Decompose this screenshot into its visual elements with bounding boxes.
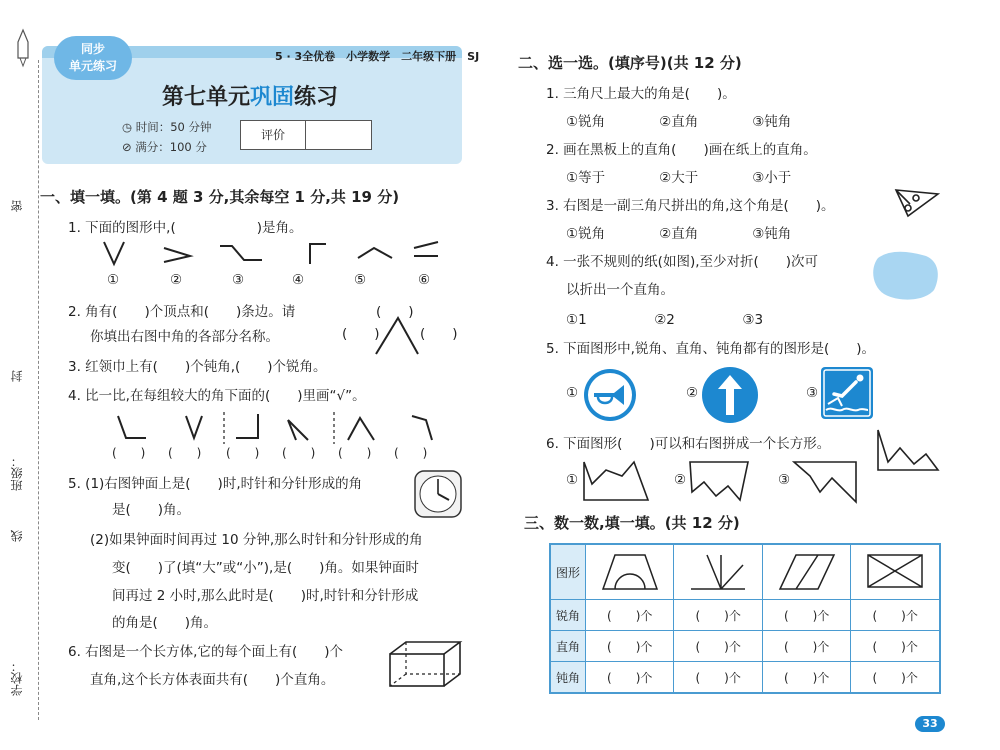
- count-table: [549, 543, 941, 694]
- q2-5-label-2: ②: [686, 385, 699, 401]
- table-row: [550, 662, 940, 694]
- badge-line-1: 同步: [80, 42, 105, 56]
- fig-label-4: ④: [292, 272, 305, 288]
- diving-sign-icon: [820, 366, 874, 420]
- q2-4-text-b: 以折出一个直角。: [566, 282, 674, 298]
- q1-5-text-a: 5. (1)右图钟面上是( )时,时针和分针形成的角: [68, 476, 363, 492]
- table-row: [550, 600, 940, 631]
- fig-label-6: ⑥: [418, 272, 431, 288]
- full-score: ⊘ 满分：100 分: [122, 140, 207, 154]
- right-count-cell-4[interactable]: ( )个: [851, 631, 940, 662]
- obtuse-count-cell-1[interactable]: ( )个: [586, 662, 674, 694]
- binding-mi-label: 密: [10, 200, 24, 212]
- title-highlight: 巩固: [250, 85, 295, 110]
- figure-2-shape: [164, 248, 190, 262]
- puzzle-shape-figure: [874, 426, 942, 474]
- figure-4-shape: [310, 244, 326, 264]
- acute-count-cell-4[interactable]: ( )个: [851, 600, 940, 631]
- evaluation-field[interactable]: [306, 121, 371, 149]
- q2-1-text: 1. 三角尺上最大的角是( )。: [546, 86, 736, 102]
- figure-1-shape: [104, 242, 124, 264]
- q1-2-text-b: 你填出右图中角的各部分名称。: [90, 329, 279, 345]
- row-label-obtuse: 钝角: [550, 662, 586, 694]
- q1-5-text-f: 的角是( )角。: [112, 615, 218, 631]
- time-limit: ◷ 时间：50 分钟: [122, 120, 212, 134]
- arrow-up-sign-icon: [700, 365, 760, 425]
- fig-label-2: ②: [170, 272, 183, 288]
- q2-6-label-2: ②: [674, 472, 687, 488]
- q4-blank-2[interactable]: ( ): [168, 446, 202, 460]
- q1-4-figures: [112, 412, 462, 444]
- q2-4-text-a: 4. 一张不规则的纸(如图),至少对折( )次可: [546, 254, 819, 270]
- q2-2-options: ①等于 ②大于 ③小于: [566, 170, 792, 186]
- fig-label-5: ⑤: [354, 272, 367, 288]
- section-3-heading: 三、数一数,填一填。(共 12 分): [524, 514, 740, 532]
- q4-blank-4[interactable]: ( ): [282, 446, 316, 460]
- q2-1-options: ①锐角 ②直角 ③钝角: [566, 114, 792, 130]
- acute-count-cell-3[interactable]: ( )个: [762, 600, 850, 631]
- right-count-cell-3[interactable]: ( )个: [762, 631, 850, 662]
- q1-1-text: 1. 下面的图形中,( )是角。: [68, 220, 303, 236]
- q1-6-text-a: 6. 右图是一个长方体,它的每个面上有( )个: [68, 644, 343, 660]
- q4-blank-6[interactable]: ( ): [394, 446, 428, 460]
- acute-count-cell-2[interactable]: ( )个: [674, 600, 762, 631]
- q2-6-text: 6. 下面图形( )可以和右图拼成一个长方形。: [546, 436, 831, 452]
- badge-line-2: 单元练习: [68, 59, 117, 73]
- q2-6-label-1: ①: [566, 472, 579, 488]
- q2-3-text: 3. 右图是一副三角尺拼出的角,这个角是( )。: [546, 198, 835, 214]
- q1-4-text: 4. 比一比,在每组较大的角下面的( )里画“√”。: [68, 388, 366, 404]
- q2-6-label-3: ③: [778, 472, 791, 488]
- score-text: 满分：100 分: [135, 140, 207, 154]
- fig-label-1: ①: [107, 272, 120, 288]
- q4-blank-3[interactable]: ( ): [226, 446, 260, 460]
- rocket-icon: [16, 28, 30, 68]
- q4-blank-1[interactable]: ( ): [112, 446, 146, 460]
- q1-6-text-b: 直角,这个长方体表面共有( )个直角。: [90, 672, 335, 688]
- option-shape-1: [582, 456, 652, 506]
- q1-1-figures: [96, 238, 446, 268]
- q1-3-text: 3. 红领巾上有( )个钝角,( )个锐角。: [68, 359, 327, 375]
- sync-badge: [54, 36, 132, 80]
- obtuse-count-cell-2[interactable]: ( )个: [674, 662, 762, 694]
- cuboid-figure: [386, 638, 464, 690]
- title-part-1: 第七单元: [162, 85, 251, 110]
- q4-blank-5[interactable]: ( ): [338, 446, 372, 460]
- q2-2-text: 2. 画在黑板上的直角( )画在纸上的直角。: [546, 142, 817, 158]
- table-row: [550, 544, 940, 600]
- fig-label-3: ③: [232, 272, 245, 288]
- option-shape-3: [792, 458, 858, 506]
- row-label-figure: 图形: [550, 544, 586, 600]
- title-part-3: 练习: [294, 85, 339, 110]
- row-label-acute: 锐角: [550, 600, 586, 631]
- q2-3-options: ①锐角 ②直角 ③钝角: [566, 226, 792, 242]
- trapezoid-arch-figure: [599, 551, 661, 591]
- option-shape-2: [688, 456, 752, 506]
- q2-4-options: ①1 ②2 ③3: [566, 312, 764, 328]
- page-number: 33: [915, 716, 945, 732]
- side-blank-right[interactable]: ( ): [420, 326, 458, 342]
- table-figure-cell: [674, 544, 762, 600]
- figure-6-shape: [414, 242, 438, 256]
- q2-5-label-3: ③: [806, 385, 819, 401]
- figure-5-shape: [358, 248, 392, 258]
- binding-cut-line: [38, 60, 39, 720]
- evaluation-box: [240, 120, 372, 150]
- q1-5-text-e: 间再过 2 小时,那么此时是( )时,时针和分针形成: [112, 588, 419, 604]
- binding-cut-label: 线: [10, 530, 24, 542]
- obtuse-count-cell-3[interactable]: ( )个: [762, 662, 850, 694]
- q2-5-text: 5. 下面图形中,锐角、直角、钝角都有的图形是( )。: [546, 341, 875, 357]
- figure-3-shape: [220, 246, 262, 260]
- q1-5-text-d: 变( )了(填“大”或“小”),是( )角。如果钟面时: [112, 560, 419, 576]
- q2-5-label-1: ①: [566, 385, 579, 401]
- acute-count-cell-1[interactable]: ( )个: [586, 600, 674, 631]
- rectangle-diagonals-figure: [864, 551, 926, 591]
- right-count-cell-1[interactable]: ( )个: [586, 631, 674, 662]
- book-info: 5 · 3全优卷 小学数学 二年级下册 SJ: [275, 50, 480, 63]
- binding-seal-label: 封: [10, 370, 24, 382]
- table-figure-cell: [851, 544, 940, 600]
- rays-angle-figure: [687, 551, 749, 591]
- section-1-heading: 一、填一填。(第 4 题 3 分,其余每空 1 分,共 19 分): [40, 188, 400, 206]
- class-label: 班级：: [10, 455, 24, 491]
- table-figure-cell: [762, 544, 850, 600]
- clock-face-figure: [414, 470, 462, 518]
- obtuse-count-cell-4[interactable]: ( )个: [851, 662, 940, 694]
- right-count-cell-2[interactable]: ( )个: [674, 631, 762, 662]
- q1-5-text-c: (2)如果钟面时间再过 10 分钟,那么时针和分针形成的角: [90, 532, 423, 548]
- section-2-heading: 二、选一选。(填序号)(共 12 分): [518, 54, 742, 72]
- row-label-right: 直角: [550, 631, 586, 662]
- evaluation-label: 评价: [241, 121, 306, 149]
- vertex-blank[interactable]: ( ): [376, 304, 414, 320]
- page-title: [162, 80, 338, 111]
- parallelogram-figure: [776, 551, 838, 591]
- angle-parts-figure: [372, 314, 422, 356]
- set-square-angle-figure: [894, 186, 940, 218]
- side-blank-left[interactable]: ( ): [342, 326, 380, 342]
- school-label: 学校：: [10, 660, 24, 696]
- q1-5-text-b: 是( )角。: [112, 502, 191, 518]
- table-row: [550, 631, 940, 662]
- table-figure-cell: [586, 544, 674, 600]
- irregular-paper-figure: [868, 248, 942, 302]
- horn-sign-icon: [582, 367, 638, 423]
- time-text: 时间：50 分钟: [135, 120, 212, 134]
- q1-2-text-a: 2. 角有( )个顶点和( )条边。请: [68, 304, 296, 320]
